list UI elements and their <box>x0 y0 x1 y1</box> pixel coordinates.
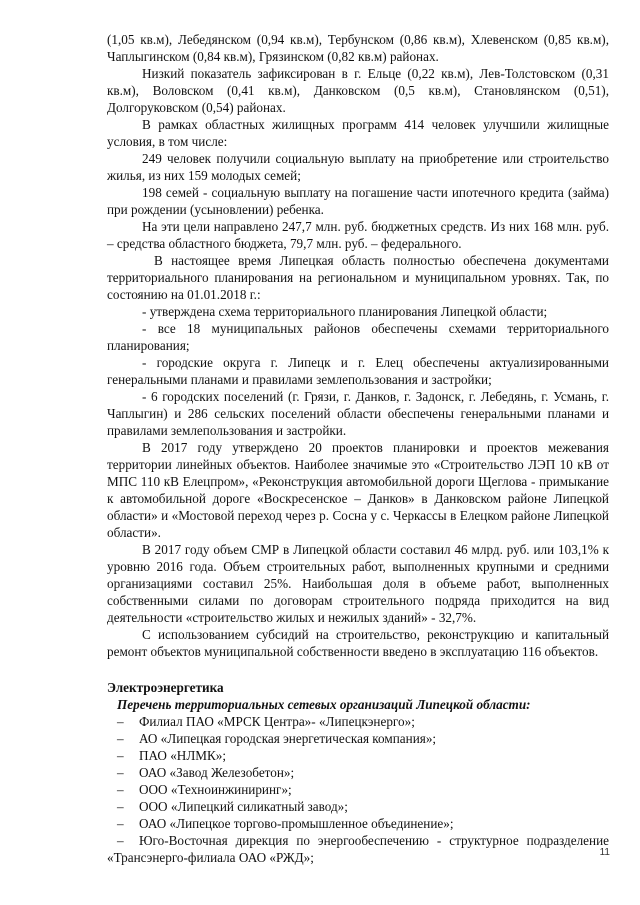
list-item <box>107 730 609 747</box>
paragraph-housing-low-indicator: Низкий показатель зафиксирован в г. Ельце (0,22 кв.м), Лев-Толстовском (0,31 кв.м), Воловском (0,41 кв.м), Данковском (0,5 кв.м), Становлянском (0,51), Долгоруковском (0,54) районах. <box>107 66 609 115</box>
dash-bullet: – <box>117 816 124 831</box>
page-body <box>107 31 609 866</box>
dash-bullet: – <box>117 731 124 746</box>
list-item <box>107 815 609 832</box>
list-item <box>107 798 609 815</box>
list-item <box>107 781 609 798</box>
list-item-text: ПАО «НЛМК»; <box>139 748 227 763</box>
list-item <box>107 713 609 730</box>
paragraph-territorial-planning: В настоящее время Липецкая область полностью обеспечена документами территориального планирования на региональном и муниципальном уровнях. Так, по состоянию на 01.01.2018 г.: <box>107 253 609 302</box>
list-item <box>107 747 609 764</box>
paragraph-social-payment-families: 198 семей - социальную выплату на погашение части ипотечного кредита (займа) при рождении (усыновлении) ребенка. <box>107 185 609 217</box>
paragraph-construction-volume: В 2017 году объем СМР в Липецкой области составил 46 млрд. руб. или 103,1% к уровню 2016 года. Объем строительных работ, выполненных крупными и средними организациями составил 25%. Наибольшая доля в объеме работ, выполненных собственными силами по договорам строительного подряда приходится на вид деятельности «строительство жилых и нежилых зданий» - 32,7%. <box>107 542 609 625</box>
dash-bullet: – <box>117 714 124 729</box>
dash-bullet: – <box>117 765 124 780</box>
list-item-settlements: - 6 городских поселений (г. Грязи, г. Данков, г. Задонск, г. Лебедянь, г. Усмань, г. Чаплыгин) и 286 сельских поселений области обеспечены генеральными планами и правилами землепользования и застройки. <box>107 389 609 438</box>
list-item-text: Филиал ПАО «МРСК Центра»- «Липецкэнерго»; <box>139 714 415 729</box>
list-item-planning-scheme: - утверждена схема территориального планирования Липецкой области; <box>142 304 548 319</box>
dash-bullet: – <box>117 782 124 797</box>
paragraph-budget-funds: На эти цели направлено 247,7 млн. руб. бюджетных средств. Из них 168 млн. руб. – средства областного бюджета, 79,7 млн. руб. – федерального. <box>107 219 609 251</box>
paragraph-social-payment-people: 249 человек получили социальную выплату на приобретение или строительство жилья, из них 159 молодых семей; <box>107 151 609 183</box>
dash-bullet: – <box>117 748 124 763</box>
list-item-text: ОАО «Липецкое торгово-промышленное объединение»; <box>139 816 454 831</box>
list-item <box>107 764 609 781</box>
section-subheading-grid-organizations: Перечень территориальных сетевых организаций Липецкой области: <box>117 697 531 712</box>
section-heading-electric-power: Электроэнергетика <box>107 680 224 695</box>
paragraph-planning-projects: В 2017 году утверждено 20 проектов планировки и проектов межевания территории линейных объектов. Наиболее значимые это «Строительство ЛЭП 10 кВ от МПС 110 кВ Елецпром», «Реконструкция автомобильной дороги Щеглова - примыкание к автомобильной дороге «Воскресенское – Данков» в Данковском районе Липецкой области» и «Мостовой переход через р. Сосна у с. Черкассы в Елецком районе Липецкой области». <box>107 440 609 540</box>
dash-bullet: – <box>117 833 124 848</box>
list-item-text: ООО «Техноинжиниринг»; <box>139 782 292 797</box>
list-item <box>107 832 609 866</box>
grid-organizations-list <box>107 713 609 866</box>
list-item-text: Юго-Восточная дирекция по энергообеспечению - структурное подразделение «Трансэнерго-филиала ОАО «РЖД»; <box>107 833 609 865</box>
list-item-text: ОАО «Завод Железобетон»; <box>139 765 295 780</box>
page-number: 11 <box>599 847 610 858</box>
paragraph-housing-programs: В рамках областных жилищных программ 414 человек улучшили жилищные условия, в том числе: <box>107 117 609 149</box>
section-gap <box>107 660 609 677</box>
dash-bullet: – <box>117 799 124 814</box>
list-item-city-districts: - городские округа г. Липецк и г. Елец обеспечены актуализированными генеральными планами и правилами землепользования и застройки; <box>107 355 609 387</box>
paragraph-subsidies: С использованием субсидий на строительство, реконструкцию и капитальный ремонт объектов муниципальной собственности введено в эксплуатацию 116 объектов. <box>107 627 609 659</box>
list-item-municipal-districts: - все 18 муниципальных районов обеспечены схемами территориального планирования; <box>107 321 609 353</box>
list-item-text: АО «Липецкая городская энергетическая компания»; <box>139 731 437 746</box>
paragraph-housing-leaders-continued: (1,05 кв.м), Лебедянском (0,94 кв.м), Тербунском (0,86 кв.м), Хлевенском (0,85 кв.м), Чаплыгинском (0,84 кв.м), Грязинском (0,82 кв.м) районах. <box>107 32 609 64</box>
list-item-text: ООО «Липецкий силикатный завод»; <box>139 799 348 814</box>
